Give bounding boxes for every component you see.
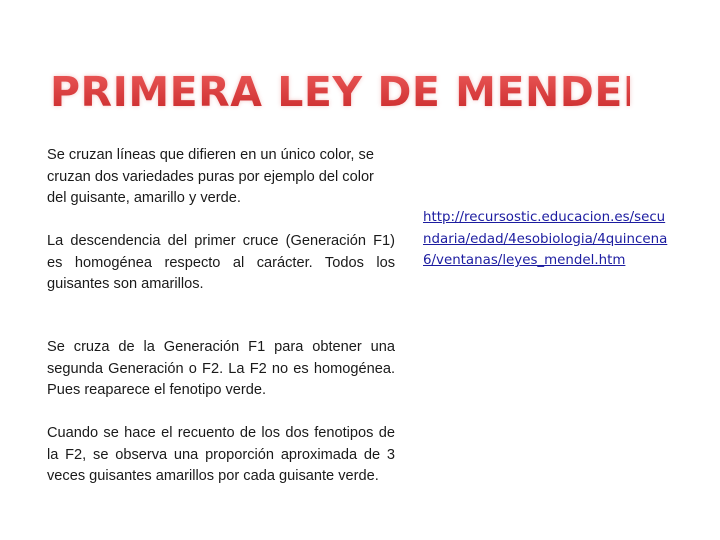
paragraph-f1-generation: La descendencia del primer cruce (Generación F1) es homogénea respecto al carácter. Todos los guisantes son amarillos.	[47, 233, 395, 292]
reference-link[interactable]: http://recursostic.educacion.es/secundaria/edad/4esobiologia/4quincena6/ventanas/leyes_mendel.htm	[423, 210, 668, 268]
paragraph-phenotype-ratio: Cuando se hace el recuento de los dos fenotipos de la F2, se observa una proporción aproximada de 3 veces guisantes amarillos por cada guisante verde.	[47, 425, 395, 484]
paragraph-f2-generation: Se cruza de la Generación F1 para obtener una segunda Generación o F2. La F2 no es homogénea. Pues reaparece el fenotipo verde.	[47, 339, 395, 398]
paragraph-cross-description: Se cruzan líneas que difieren en un único color, se cruzan dos variedades puras por ejemplo del color del guisante, amarillo y verde.	[47, 147, 374, 206]
slide-title: PRIMERA LEY DE MENDEL	[50, 68, 650, 116]
